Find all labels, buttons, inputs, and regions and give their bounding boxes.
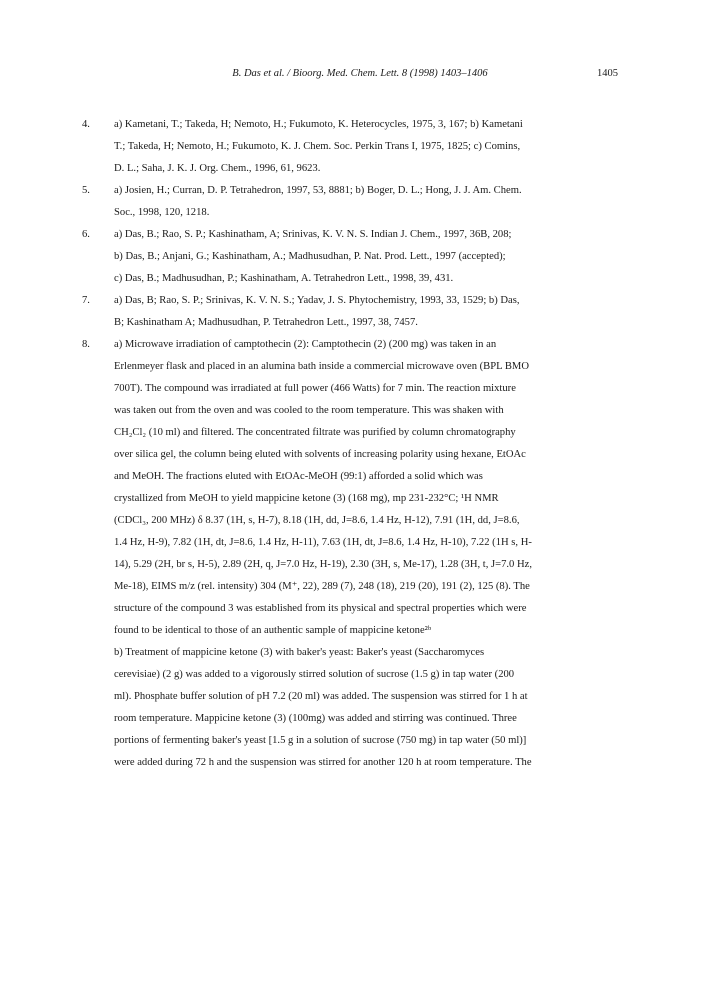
reference-line: T.; Takeda, H; Nemoto, H.; Fukumoto, K. J. Chem. Soc. Perkin Trans I, 1975, 1825; c) Comins, — [114, 141, 521, 152]
journal-citation: B. Das et al. / Bioorg. Med. Chem. Lett. 8 (1998) 1403–1406 — [232, 68, 488, 79]
reference-number: 8. — [82, 339, 90, 350]
reference-number: 5. — [82, 185, 90, 196]
reference-line: a) Das, B.; Rao, S. P.; Kashinatham, A; Srinivas, K. V. N. S. Indian J. Chem., 1997, 36B, 208; — [114, 229, 512, 240]
paragraph-line: over silica gel, the column being eluted with solvents of increasing polarity using hexane, EtOAc — [114, 449, 526, 460]
reference-line: B; Kashinatham A; Madhusudhan, P. Tetrahedron Lett., 1997, 38, 7457. — [114, 317, 418, 328]
paragraph-line: found to be identical to those of an authentic sample of mappicine ketone²ᵇ — [114, 625, 432, 636]
experimental-paragraph-a — [114, 334, 640, 642]
reference-line: c) Das, B.; Madhusudhan, P.; Kashinatham, A. Tetrahedron Lett., 1998, 39, 431. — [114, 273, 454, 284]
reference-item — [82, 114, 640, 180]
reference-item — [82, 180, 640, 224]
page-number: 1405 — [597, 68, 618, 79]
paragraph-line: crystallized from MeOH to yield mappicine ketone (3) (168 mg), mp 231-232°C; ¹H NMR — [114, 493, 499, 504]
reference-item — [82, 334, 640, 774]
experimental-paragraph-b — [114, 642, 640, 774]
reference-line: b) Das, B.; Anjani, G.; Kashinatham, A.; Madhusudhan, P. Nat. Prod. Lett., 1997 (accepted); — [114, 251, 506, 262]
paragraph-line: 700T). The compound was irradiated at full power (466 Watts) for 7 min. The reaction mixture — [114, 383, 516, 394]
paragraph-line: Erlenmeyer flask and placed in an alumina bath inside a commercial microwave oven (BPL BMO — [114, 361, 529, 372]
reference-line: Soc., 1998, 120, 1218. — [114, 207, 210, 218]
running-header — [0, 68, 720, 84]
paragraph-line: (CDCl₃, 200 MHz) δ 8.37 (1H, s, H-7), 8.18 (1H, dd, J=8.6, 1.4 Hz, H-12), 7.91 (1H, dd, J=8.6, — [114, 515, 520, 526]
paragraph-line: ml). Phosphate buffer solution of pH 7.2 (20 ml) was added. The suspension was stirred for 1 h at — [114, 691, 528, 702]
paragraph-line: and MeOH. The fractions eluted with EtOAc-MeOH (99:1) afforded a solid which was — [114, 471, 483, 482]
paragraph-line: Me-18), EIMS m/z (rel. intensity) 304 (M⁺, 22), 289 (7), 248 (18), 219 (20), 191 (2), 125 (8). The — [114, 581, 530, 592]
paragraph-line: cerevisiae) (2 g) was added to a vigorously stirred solution of sucrose (1.5 g) in tap water (200 — [114, 669, 515, 680]
paragraph-line: CH₂Cl₂ (10 ml) and filtered. The concentrated filtrate was purified by column chromatography — [114, 427, 516, 438]
paragraph-line: structure of the compound 3 was established from its physical and spectral properties which were — [114, 603, 527, 614]
reference-line: a) Kametani, T.; Takeda, H; Nemoto, H.; Fukumoto, K. Heterocycles, 1975, 3, 167; b) Kametani — [114, 119, 523, 130]
reference-line: D. L.; Saha, J. K. J. Org. Chem., 1996, 61, 9623. — [114, 163, 321, 174]
reference-number: 4. — [82, 119, 90, 130]
paragraph-line: room temperature. Mappicine ketone (3) (100mg) was added and stirring was continued. Three — [114, 713, 517, 724]
paragraph-line: a) Microwave irradiation of camptothecin (2): Camptothecin (2) (200 mg) was taken in an — [114, 339, 497, 350]
reference-line: a) Josien, H.; Curran, D. P. Tetrahedron, 1997, 53, 8881; b) Boger, D. L.; Hong, J. J. Am. Chem. — [114, 185, 522, 196]
reference-item — [82, 224, 640, 290]
reference-item — [82, 290, 640, 334]
paragraph-line: was taken out from the oven and was cooled to the room temperature. This was shaken with — [114, 405, 504, 416]
reference-list — [82, 114, 640, 774]
paragraph-line: 1.4 Hz, H-9), 7.82 (1H, dt, J=8.6, 1.4 Hz, H-11), 7.63 (1H, dt, J=8.6, 1.4 Hz, H-10), 7.22 (1H s, H- — [114, 537, 532, 548]
reference-line: a) Das, B; Rao, S. P.; Srinivas, K. V. N. S.; Yadav, J. S. Phytochemistry, 1993, 33, 1529; b) Das, — [114, 295, 520, 306]
paragraph-line: b) Treatment of mappicine ketone (3) with baker's yeast: Baker's yeast (Saccharomyces — [114, 647, 485, 658]
reference-number: 6. — [82, 229, 90, 240]
reference-number: 7. — [82, 295, 90, 306]
paragraph-line: portions of fermenting baker's yeast [1.5 g in a solution of sucrose (750 mg) in tap water (50 ml)] — [114, 735, 527, 746]
paragraph-line: 14), 5.29 (2H, br s, H-5), 2.89 (2H, q, J=7.0 Hz, H-19), 2.30 (3H, s, Me-17), 1.28 (3H, t, J=7.0 Hz, — [114, 559, 532, 570]
paragraph-line: were added during 72 h and the suspension was stirred for another 120 h at room temperature. The — [114, 757, 532, 768]
